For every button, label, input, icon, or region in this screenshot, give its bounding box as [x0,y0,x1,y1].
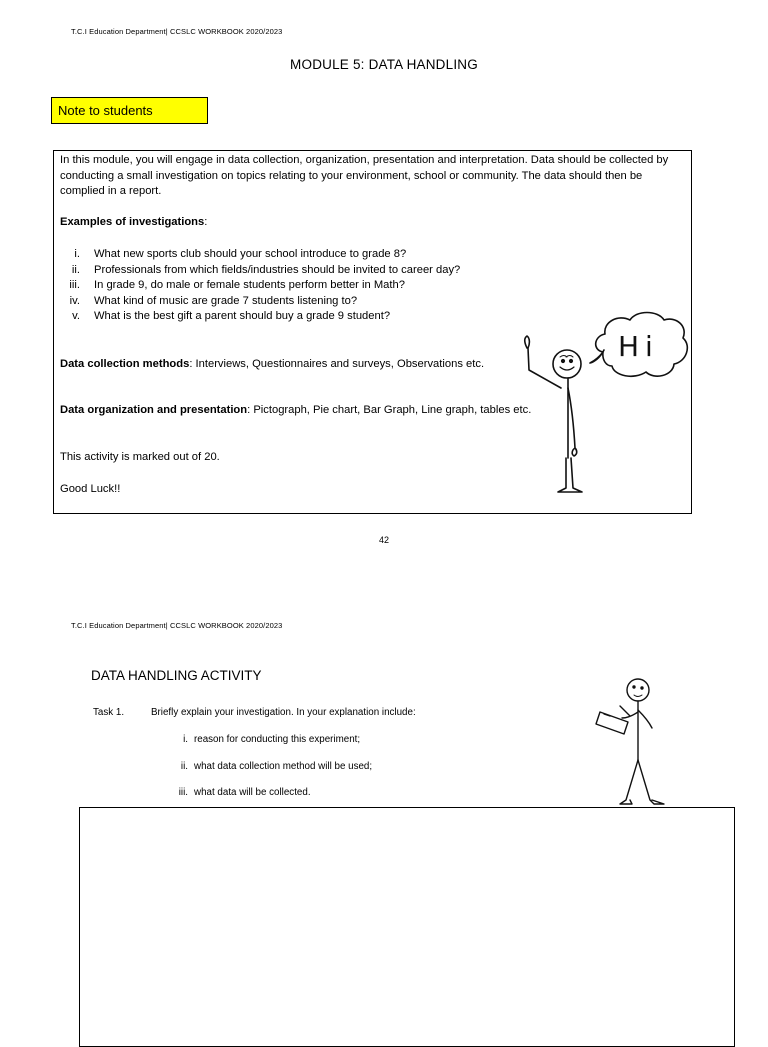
task-label: Task 1. [93,707,125,718]
page-number: 42 [378,535,389,545]
list-item: iv. What kind of music are grade 7 students listening to? [69,294,358,307]
page-header: T.C.I Education Department| CCSLC WORKBOOK 2020/2023 [71,621,283,630]
list-item: i. What new sports club should your school introduce to grade 8? [74,248,407,260]
stick-figure-clipboard-illustration [592,672,672,808]
intro-paragraph [60,153,690,200]
list-item: ii. Professionals from which fields/industries should be invited to career day? [71,263,461,276]
head [553,350,581,378]
answer-box[interactable] [79,807,735,1047]
head [627,679,649,701]
examples-heading: Examples of investigations: [60,216,208,228]
speech-bubble-text: Hi [618,330,659,363]
list-item: iii. In grade 9, do male or female students perform better in Math? [69,279,405,291]
page-header: T.C.I Education Department| CCSLC WORKBOOK 2020/2023 [71,27,283,36]
organization-presentation: Data organization and presentation: Pictograph, Pie chart, Bar Graph, Line graph, tables etc. [60,404,532,416]
intro-line: complied in a report. [60,185,162,197]
intro-line: In this module, you will engage in data collection, organization, presentation and interpretation. Data should be collected by [60,154,669,166]
module-title: MODULE 5: DATA HANDLING [290,57,478,72]
clipboard [596,712,628,734]
note-to-students-label: Note to students [51,97,208,124]
waving-stick-figure-illustration [508,308,688,498]
intro-line: conducting a small investigation on topics relating to your environment, school or community. The data should then be [60,169,643,182]
task-item: iii. what data will be collected. [178,787,311,798]
collection-methods: Data collection methods: Interviews, Questionnaires and surveys, Observations etc. [60,358,485,370]
task-item: ii. what data collection method will be used; [180,761,373,772]
list-item: v. What is the best gift a parent should buy a grade 9 student? [72,310,391,322]
good-luck: Good Luck!! [60,483,121,495]
marked-out-of: This activity is marked out of 20. [60,451,220,463]
task-item: i. reason for conducting this experiment; [183,734,361,745]
task-description: Briefly explain your investigation. In your explanation include: [151,707,416,718]
activity-title: DATA HANDLING ACTIVITY [91,668,262,683]
